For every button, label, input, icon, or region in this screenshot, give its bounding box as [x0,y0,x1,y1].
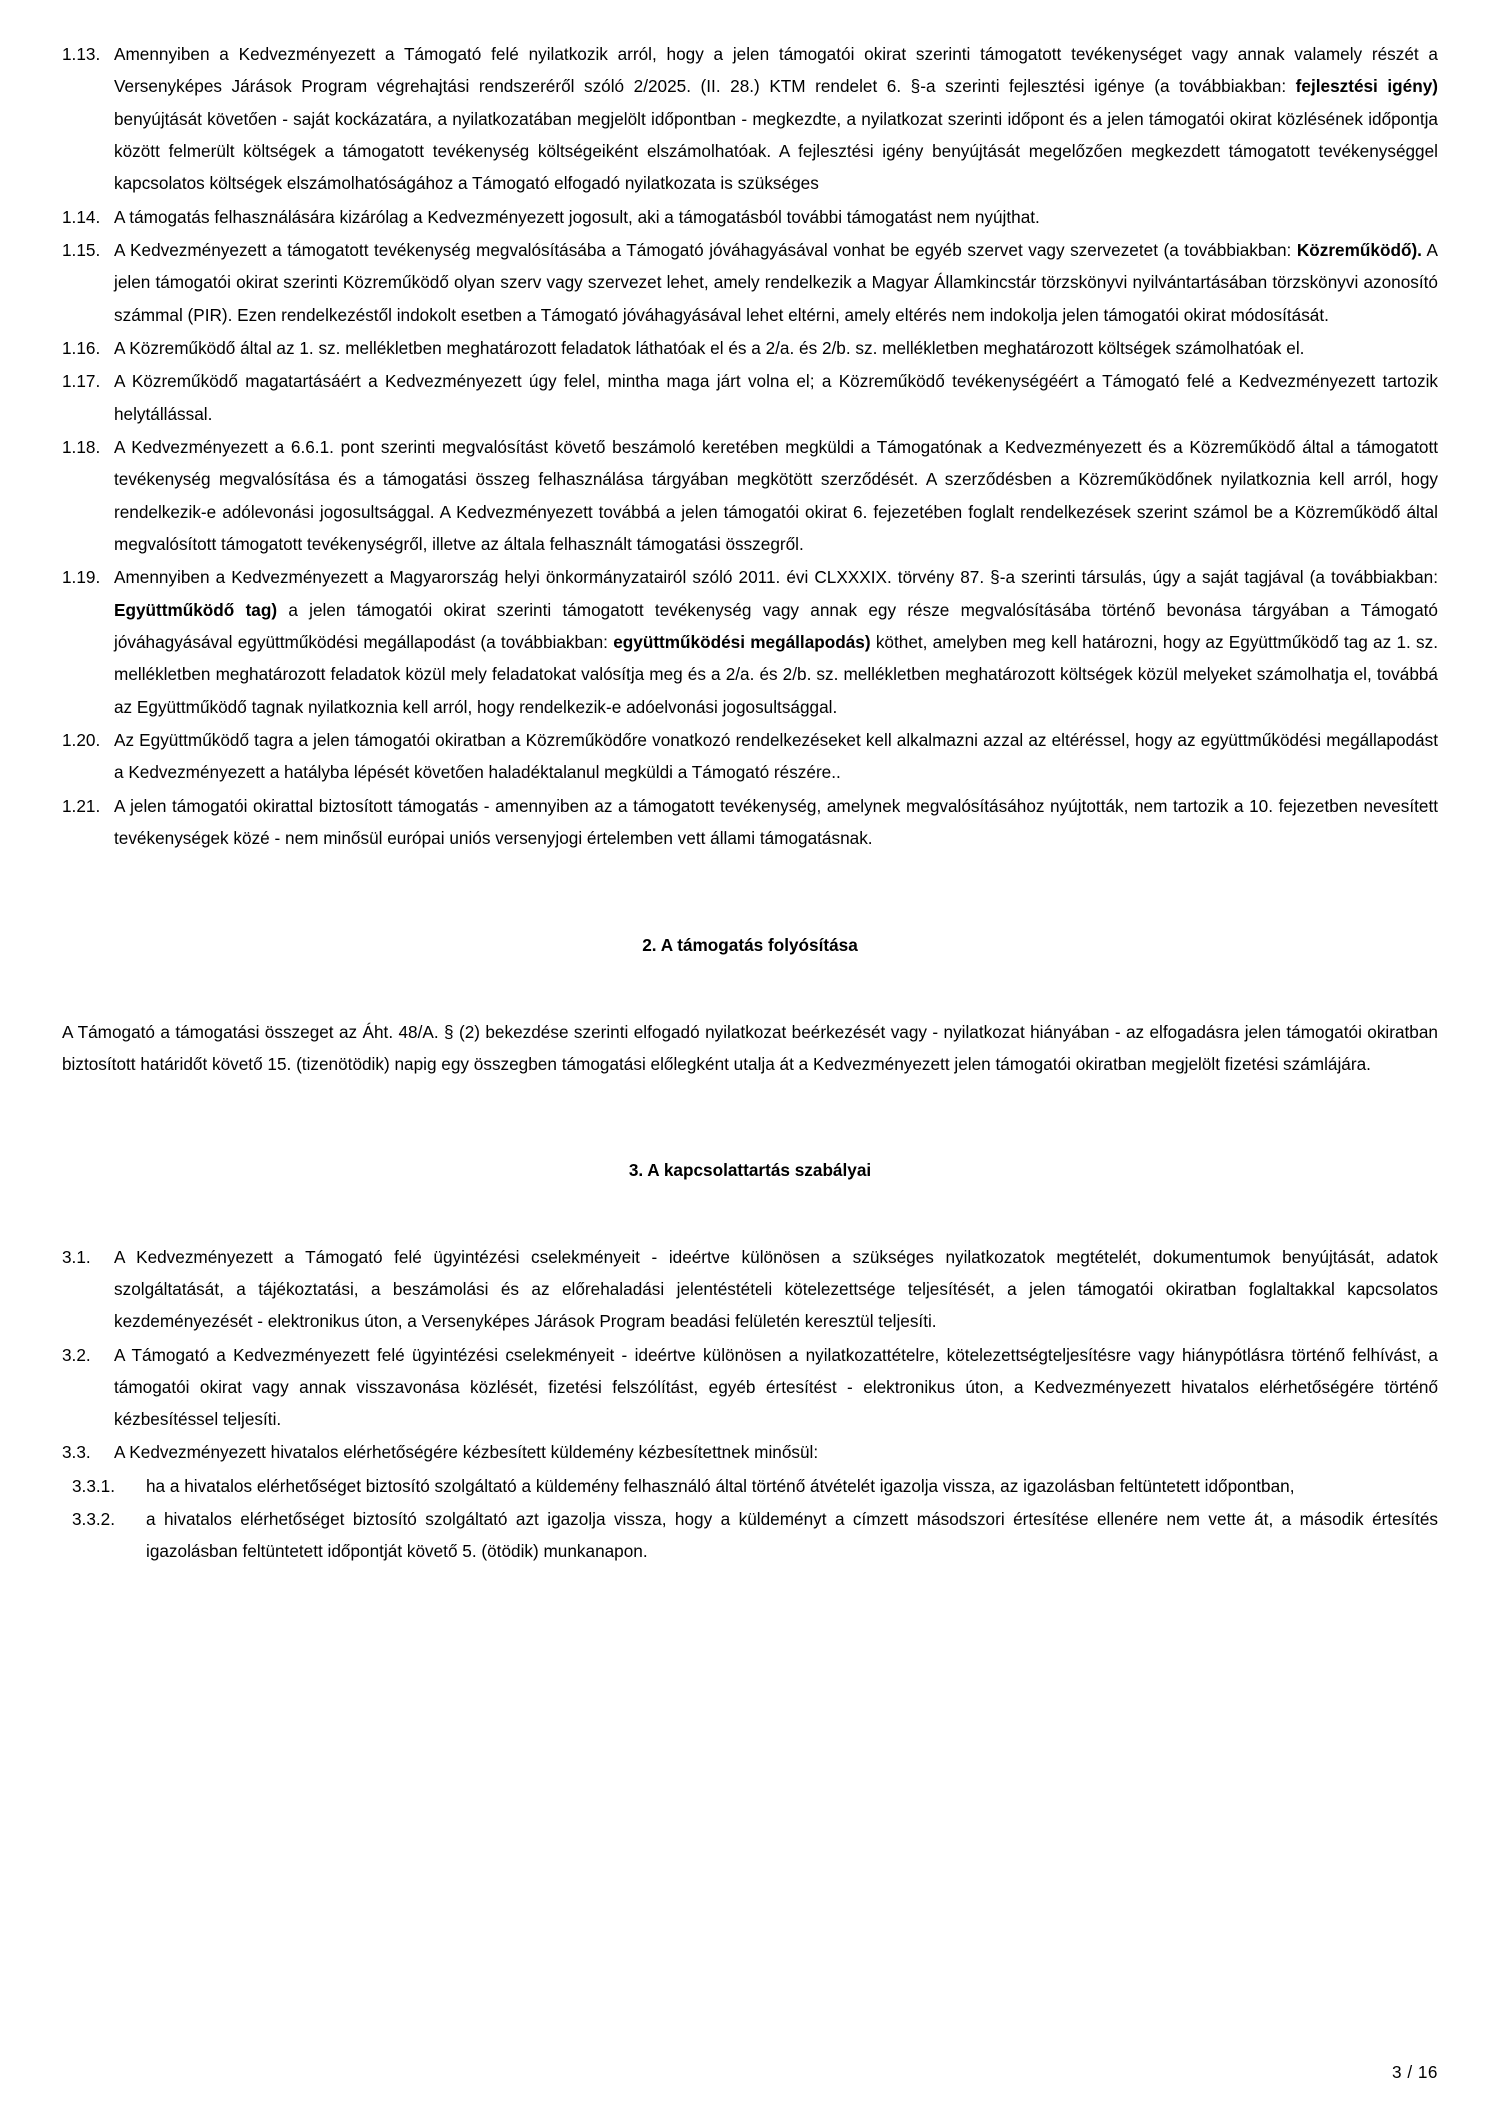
clause-text [114,234,1438,331]
clause-text [114,1436,1438,1468]
clause-text-run: A Közreműködő által az 1. sz. mellékletben meghatározott feladatok láthatóak el és a 2/a. és 2/b. sz. mellékletben meghatározott költségek számolhatóak el. [114,337,1305,358]
clause-text [114,790,1438,855]
clause-text [114,431,1438,560]
clause-number: 3.3. [62,1442,91,1463]
clause-text-run: A Kedvezményezett a 6.6.1. pont szerinti megvalósítást követő beszámoló keretében megküldi a Támogatónak a Kedvezményezett és a Közreműködő által a támogatott tevékenység megvalósítása és a támogatási összeg felhasználása tárgyában megkötött szerződését. A szerződésben a Közreműködőnek nyilatkoznia kell arról, hogy rendelkezik-e adólevonási jogosultsággal. A Kedvezményezett továbbá a jelen támogatói okirat 6. fejezetében foglalt rendelkezések szerint számol be a Közreműködő által megvalósított támogatott tevékenységről, illetve az általa felhasznált támogatási összegről. [114,436,1438,554]
clause-text-run: Amennyiben a Kedvezményezett a Magyarország helyi önkormányzatairól szóló 2011. évi CLXXXIX. törvény 87. §-a szerinti társulás, úgy a saját tagjával (a továbbiakban: [114,567,1438,588]
clause-number: 1.19. [62,567,101,588]
clause-number: 1.20. [62,729,101,750]
clause-text-emphasis: Együttműködő tag) [114,599,278,620]
clause-text-emphasis: fejlesztési igény) [1295,76,1438,97]
section-2-paragraph: A Támogató a támogatási összeget az Áht. 48/A. § (2) bekezdése szerinti elfogadó nyilatkozat beérkezését vagy - nyilatkozat hiányában - az elfogadásra jelen támogatói okiratban biztosított határidőt követő 15. (tizenötödik) napig egy összegben támogatási előlegként utalja át a Kedvezményezett jelen támogatói okiratban megjelölt fizetési számlájára. [62,1021,1438,1074]
clause-text-run: A támogatás felhasználására kizárólag a Kedvezményezett jogosult, aki a támogatásból további támogatást nem nyújthat. [114,206,1040,227]
clause-list-chapter-3 [62,1241,1438,1568]
clause-1-18 [62,431,1438,560]
clause-text [114,561,1438,723]
clause-number: 1.16. [62,337,101,358]
clause-number: 1.15. [62,239,101,260]
clause-3-1 [62,1241,1438,1338]
clause-text-run: A Támogató a Kedvezményezett felé ügyintézési cselekményeit - ideértve különösen a nyilatkozattételre, kötelezettségteljesítésre vagy hiánypótlásra történő felhívást, a támogatói okirat vagy annak visszavonása közlését, fizetési felszólítást, egyéb értesítést - elektronikus úton, a Kedvezményezett hivatalos elérhetőségére történő kézbesítéssel teljesíti. [114,1344,1438,1430]
clause-text-run: Amennyiben a Kedvezményezett a Támogató felé nyilatkozik arról, hogy a jelen támogatói okirat szerinti támogatott tevékenységet vagy annak valamely részét a Versenyképes Járások Program végrehajtási rendszeréről szóló 2/2025. (II. 28.) KTM rendelet 6. §-a szerinti fejlesztési igénye (a továbbiakban: [114,44,1438,97]
section-3-heading: 3. A kapcsolattartás szabályai [628,1160,872,1181]
clause-text-run: A Kedvezményezett hivatalos elérhetőségére kézbesített küldemény kézbesítettnek minősül: [114,1442,819,1463]
clause-text-run: A Kedvezményezett a támogatott tevékenység megvalósításába a Támogató jóváhagyásával vonhat be egyéb szervet vagy szervezetet (a továbbiakban: [114,239,1297,260]
clause-number: 1.18. [62,436,101,457]
spacer-before-section-3 [62,1080,1438,1154]
clause-text [146,1503,1438,1568]
clause-number: 3.1. [62,1246,91,1267]
clause-text [114,1241,1438,1338]
clause-text-emphasis: Közreműködő). [1296,239,1422,260]
clause-text [146,1470,1438,1502]
clause-1-13 [62,38,1438,200]
clause-text [114,332,1438,364]
clause-text [114,1339,1438,1436]
document-body [62,38,1438,1568]
clause-text-emphasis: együttműködési megállapodás) [613,631,871,652]
clause-text-run: A Közreműködő magatartásáért a Kedvezményezett úgy felel, mintha maga járt volna el; a Közreműködő tevékenységéért a Támogató felé a Kedvezményezett tartozik helytállással. [114,371,1438,424]
clause-text [114,38,1438,200]
clause-text-run: Az Együttműködő tagra a jelen támogatói okiratban a Közreműködőre vonatkozó rendelkezéseket kell alkalmazni azzal az eltéréssel, hogy az együttműködési megállapodást a Kedvezményezett a hatályba lépését követően haladéktalanul megküldi a Támogató részére.. [114,729,1438,783]
clause-text [114,365,1438,430]
clause-text-run: A jelen támogatói okirat szerinti Közreműködő olyan szerv vagy szervezet lehet, amely rendelkezik a Magyar Államkincstár törzskönyvi nyilvántartásában törzskönyvi azonosító számmal (PIR). Ezen rendelkezéstől indokolt esetben a Támogató jóváhagyásával lehet eltérni, amely eltérés nem indokolja jelen támogatói okirat módosítását. [114,239,1438,325]
clause-list-chapter-1 [62,38,1438,854]
clause-text-run: benyújtását követően - saját kockázatára, a nyilatkozatában megjelölt időpontban - megkezdte, a nyilatkozat szerinti időpont és a jelen támogatói okirat közlésének időpontja között felmerült költségek a támogatott tevékenység költségeiként elszámolhatóak. A fejlesztési igény benyújtását megelőzően megkezdett támogatott tevékenységgel kapcsolatos költségek elszámolhatóságához a Támogató elfogadó nyilatkozata is szükséges [114,108,1438,194]
clause-text-run: a hivatalos elérhetőséget biztosító szolgáltató azt igazolja vissza, hogy a küldeményt a címzett másodszori értesítése ellenére nem vette át, a második értesítés igazolásban feltüntetett időpontját követő 5. (ötödik) munkanapon. [146,1509,1438,1562]
clause-text-run: ha a hivatalos elérhetőséget biztosító szolgáltató a küldemény felhasználó által történő átvételét igazolja vissza, az igazolásban feltüntetett időpontban, [146,1475,1295,1496]
spacer-before-section-2 [62,855,1438,929]
clause-text-run: A Kedvezményezett a Támogató felé ügyintézési cselekményeit - ideértve különösen a szükséges nyilatkozatok megtételét, dokumentumok benyújtását, adatok szolgáltatását, a tájékoztatási, a beszámolási és az előrehaladási jelentéstételi kötelezettsége teljesítését, a jelen támogatói okiratban foglaltakkal kapcsolatos kezdeményezését - elektronikus úton, a Versenyképes Járások Program beadási felületén keresztül teljesíti. [114,1246,1438,1332]
spacer-after-section-3-heading [62,1187,1438,1241]
spacer-after-section-2-heading [62,962,1438,1016]
clause-text-run: A jelen támogatói okirattal biztosított támogatás - amennyiben az a támogatott tevékenység, amelynek megvalósításához nyújtották, nem tartozik a 10. fejezetben nevesített tevékenységek közé - nem minősül európai uniós versenyjogi értelemben vett állami támogatásnak. [114,795,1438,848]
section-2-heading: 2. A támogatás folyósítása [642,935,858,956]
clause-number: 1.17. [62,371,101,392]
clause-3-3-2 [62,1503,1438,1568]
clause-1-21 [62,790,1438,855]
clause-1-17 [62,365,1438,430]
clause-text [114,201,1438,233]
clause-text [114,724,1438,789]
clause-number: 3.3.2. [72,1509,116,1530]
clause-3-3-1 [62,1470,1438,1502]
clause-1-15 [62,234,1438,331]
clause-number: 1.14. [62,206,101,227]
clause-1-16 [62,332,1438,364]
clause-3-2 [62,1339,1438,1436]
clause-number: 1.21. [62,795,101,816]
clause-number: 3.3.1. [72,1475,116,1496]
page-footer: 3 / 16 [1391,2062,1438,2082]
clause-text-run: köthet, amelyben meg kell határozni, hogy az Együttműködő tag az 1. sz. mellékletben meghatározott feladatok közül mely feladatokat valósítja meg és a 2/a. és 2/b. sz. mellékletben meghatározott költségek közül melyeket számolhatja el, továbbá az Együttműködő tagnak nyilatkoznia kell arról, hogy rendelkezik-e adóelvonási jogosultsággal. [114,631,1438,717]
clause-1-14 [62,201,1438,233]
clause-1-20 [62,724,1438,789]
clause-number: 1.13. [62,44,101,64]
clause-3-3 [62,1436,1438,1468]
clause-number: 3.2. [62,1344,91,1365]
clause-text-run: a jelen támogatói okirat szerinti támogatott tevékenység vagy annak egy része megvalósításába történő bevonása tárgyában a Támogató jóváhagyásával együttműködési megállapodást (a továbbiakban: [114,599,1438,652]
clause-1-19 [62,561,1438,723]
